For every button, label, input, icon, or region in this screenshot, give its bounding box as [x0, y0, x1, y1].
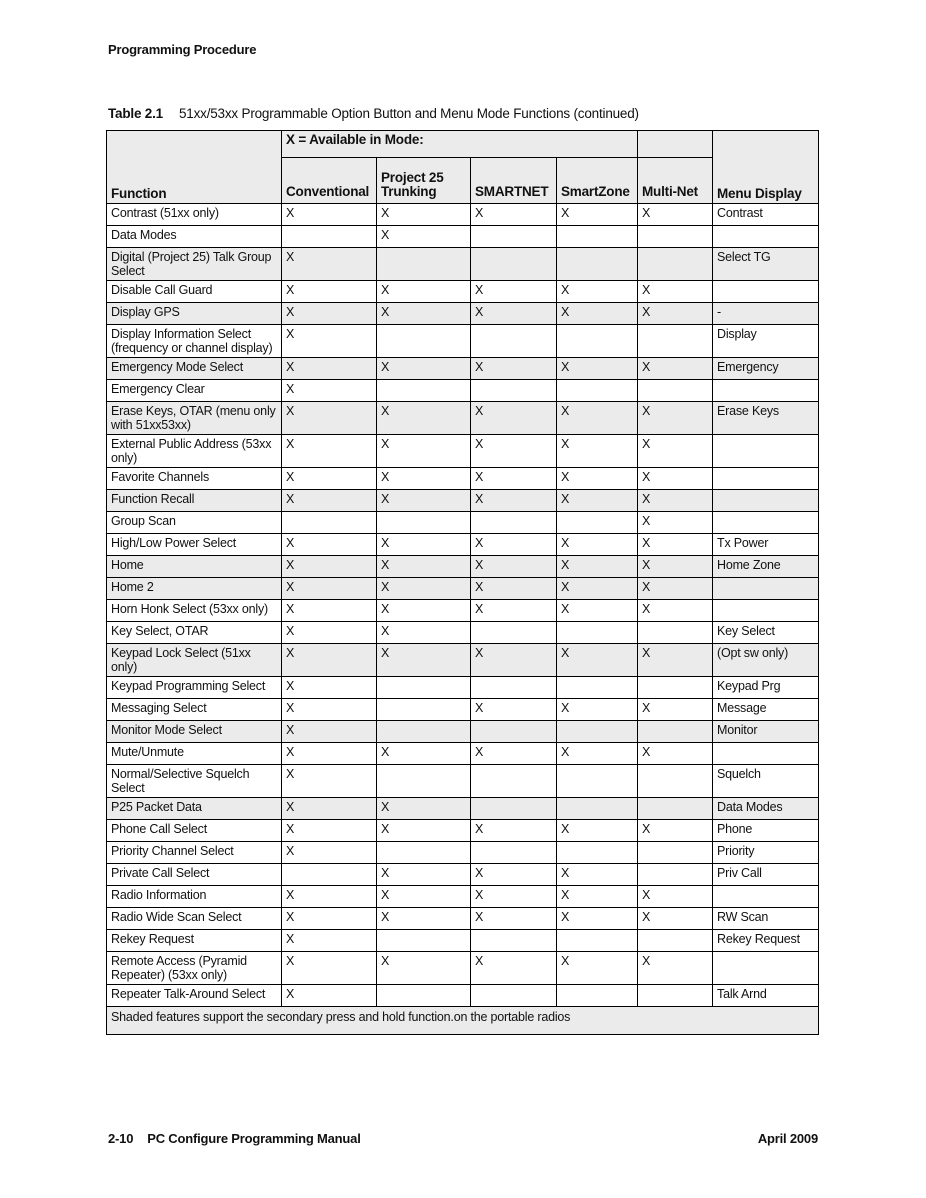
- mode-mark-cell: X: [471, 358, 557, 380]
- mode-mark-cell: X: [638, 358, 713, 380]
- menu-display-cell: Display: [713, 325, 819, 358]
- mode-mark-cell: X: [638, 820, 713, 842]
- mode-mark-cell: X: [282, 677, 377, 699]
- mode-mark-cell: [377, 930, 471, 952]
- table-row: [107, 600, 819, 622]
- mode-mark-cell: X: [282, 798, 377, 820]
- function-cell: Phone Call Select: [107, 820, 282, 842]
- section-header: Programming Procedure: [108, 42, 257, 57]
- menu-display-cell: Priority: [713, 842, 819, 864]
- menu-display-cell: [713, 490, 819, 512]
- menu-display-cell: Tx Power: [713, 534, 819, 556]
- mode-mark-cell: X: [557, 600, 638, 622]
- mode-mark-cell: X: [377, 490, 471, 512]
- mode-mark-cell: X: [282, 765, 377, 798]
- function-cell: Keypad Programming Select: [107, 677, 282, 699]
- menu-display-cell: Emergency: [713, 358, 819, 380]
- mode-mark-cell: X: [377, 644, 471, 677]
- mode-mark-cell: [377, 985, 471, 1007]
- function-cell: Normal/Selective Squelch Select: [107, 765, 282, 798]
- mode-mark-cell: X: [377, 864, 471, 886]
- mode-mark-cell: X: [377, 204, 471, 226]
- table-row: [107, 886, 819, 908]
- mode-mark-cell: [638, 721, 713, 743]
- mode-mark-cell: X: [471, 699, 557, 721]
- table-row: [107, 303, 819, 325]
- mode-mark-cell: X: [377, 578, 471, 600]
- table-row: [107, 699, 819, 721]
- mode-mark-cell: X: [282, 578, 377, 600]
- mode-mark-cell: [557, 325, 638, 358]
- mode-mark-cell: X: [471, 204, 557, 226]
- mode-mark-cell: X: [557, 204, 638, 226]
- function-cell: Rekey Request: [107, 930, 282, 952]
- mode-mark-cell: [557, 721, 638, 743]
- mode-mark-cell: X: [471, 820, 557, 842]
- table-row: [107, 985, 819, 1007]
- mode-mark-cell: [557, 248, 638, 281]
- table-row: [107, 226, 819, 248]
- menu-display-cell: Data Modes: [713, 798, 819, 820]
- function-cell: Favorite Channels: [107, 468, 282, 490]
- menu-display-cell: Rekey Request: [713, 930, 819, 952]
- mode-mark-cell: X: [471, 556, 557, 578]
- mode-mark-cell: [557, 512, 638, 534]
- function-cell: Messaging Select: [107, 699, 282, 721]
- mode-mark-cell: X: [377, 468, 471, 490]
- mode-mark-cell: X: [377, 358, 471, 380]
- table-row: [107, 721, 819, 743]
- table-row: [107, 622, 819, 644]
- mode-mark-cell: X: [638, 600, 713, 622]
- menu-display-cell: [713, 512, 819, 534]
- mode-mark-cell: X: [638, 699, 713, 721]
- mode-mark-cell: X: [557, 578, 638, 600]
- mode-mark-cell: [638, 226, 713, 248]
- function-cell: Repeater Talk-Around Select: [107, 985, 282, 1007]
- mode-mark-cell: X: [638, 490, 713, 512]
- table-row: [107, 468, 819, 490]
- function-cell: Group Scan: [107, 512, 282, 534]
- function-cell: Function Recall: [107, 490, 282, 512]
- function-cell: Remote Access (Pyramid Repeater) (53xx only): [107, 952, 282, 985]
- mode-mark-cell: [471, 622, 557, 644]
- function-cell: Emergency Mode Select: [107, 358, 282, 380]
- mode-mark-cell: X: [557, 490, 638, 512]
- function-cell: Monitor Mode Select: [107, 721, 282, 743]
- mode-mark-cell: X: [557, 303, 638, 325]
- menu-display-cell: [713, 600, 819, 622]
- mode-mark-cell: X: [471, 303, 557, 325]
- mode-mark-cell: [282, 864, 377, 886]
- menu-display-cell: Message: [713, 699, 819, 721]
- mode-mark-cell: X: [638, 468, 713, 490]
- mode-mark-cell: [638, 380, 713, 402]
- mode-mark-cell: [471, 765, 557, 798]
- mode-mark-cell: X: [282, 556, 377, 578]
- mode-mark-cell: [377, 699, 471, 721]
- options-table: [106, 130, 819, 1035]
- function-cell: Radio Wide Scan Select: [107, 908, 282, 930]
- menu-display-cell: Key Select: [713, 622, 819, 644]
- table-row: [107, 248, 819, 281]
- mode-mark-cell: X: [638, 886, 713, 908]
- mode-mark-cell: X: [471, 864, 557, 886]
- table-row: [107, 402, 819, 435]
- mode-mark-cell: [557, 842, 638, 864]
- mode-mark-cell: [377, 721, 471, 743]
- table-body: [107, 204, 819, 1007]
- mode-mark-cell: X: [557, 402, 638, 435]
- function-cell: Display GPS: [107, 303, 282, 325]
- mode-mark-cell: X: [557, 435, 638, 468]
- mode-mark-cell: X: [377, 303, 471, 325]
- mode-mark-cell: [638, 930, 713, 952]
- function-cell: Mute/Unmute: [107, 743, 282, 765]
- mode-mark-cell: [377, 380, 471, 402]
- mode-mark-cell: X: [638, 402, 713, 435]
- menu-display-cell: Monitor: [713, 721, 819, 743]
- mode-mark-cell: X: [282, 534, 377, 556]
- mode-mark-cell: X: [282, 644, 377, 677]
- mode-mark-cell: X: [282, 721, 377, 743]
- mode-mark-cell: X: [282, 743, 377, 765]
- mode-mark-cell: X: [557, 468, 638, 490]
- col-header-function: Function: [107, 131, 282, 204]
- mode-mark-cell: [471, 798, 557, 820]
- mode-mark-cell: X: [377, 743, 471, 765]
- mode-mark-cell: X: [282, 600, 377, 622]
- mode-mark-cell: [557, 985, 638, 1007]
- mode-mark-cell: X: [638, 512, 713, 534]
- mode-mark-cell: X: [557, 281, 638, 303]
- table-row: [107, 204, 819, 226]
- mode-mark-cell: X: [471, 644, 557, 677]
- mode-mark-cell: X: [377, 952, 471, 985]
- menu-display-cell: [713, 435, 819, 468]
- menu-display-cell: Home Zone: [713, 556, 819, 578]
- mode-mark-cell: [471, 721, 557, 743]
- mode-mark-cell: [557, 677, 638, 699]
- table-row: [107, 281, 819, 303]
- mode-mark-cell: [638, 622, 713, 644]
- table-row: [107, 358, 819, 380]
- mode-mark-cell: X: [471, 886, 557, 908]
- mode-mark-cell: [471, 325, 557, 358]
- table-row: [107, 908, 819, 930]
- mode-mark-cell: [471, 248, 557, 281]
- mode-mark-cell: X: [638, 908, 713, 930]
- mode-mark-cell: X: [471, 435, 557, 468]
- table-number: Table 2.1: [108, 106, 163, 121]
- mode-mark-cell: X: [557, 952, 638, 985]
- table-row: [107, 325, 819, 358]
- mode-mark-cell: X: [471, 281, 557, 303]
- menu-display-cell: [713, 226, 819, 248]
- col-header-mode: Project 25 Trunking: [377, 158, 471, 204]
- footer-date: April 2009: [757, 1131, 818, 1146]
- menu-display-cell: Select TG: [713, 248, 819, 281]
- function-cell: Horn Honk Select (53xx only): [107, 600, 282, 622]
- function-cell: Radio Information: [107, 886, 282, 908]
- col-header-mode: Conventional: [282, 158, 377, 204]
- mode-mark-cell: X: [557, 820, 638, 842]
- table-row: [107, 534, 819, 556]
- menu-display-cell: RW Scan: [713, 908, 819, 930]
- function-cell: External Public Address (53xx only): [107, 435, 282, 468]
- mode-mark-cell: X: [377, 226, 471, 248]
- mode-mark-cell: X: [471, 490, 557, 512]
- mode-mark-cell: X: [282, 952, 377, 985]
- function-cell: Data Modes: [107, 226, 282, 248]
- menu-display-cell: Priv Call: [713, 864, 819, 886]
- mode-mark-cell: X: [557, 556, 638, 578]
- mode-mark-cell: [282, 226, 377, 248]
- mode-mark-cell: [557, 380, 638, 402]
- table-row: [107, 842, 819, 864]
- function-cell: Emergency Clear: [107, 380, 282, 402]
- mode-mark-cell: X: [557, 534, 638, 556]
- mode-mark-cell: [638, 325, 713, 358]
- mode-mark-cell: X: [282, 303, 377, 325]
- mode-mark-cell: [377, 677, 471, 699]
- menu-display-cell: [713, 380, 819, 402]
- function-cell: Contrast (51xx only): [107, 204, 282, 226]
- table-row: [107, 435, 819, 468]
- mode-mark-cell: X: [282, 248, 377, 281]
- mode-mark-cell: X: [638, 578, 713, 600]
- mode-mark-cell: X: [557, 358, 638, 380]
- mode-mark-cell: [377, 325, 471, 358]
- function-cell: Private Call Select: [107, 864, 282, 886]
- menu-display-cell: Squelch: [713, 765, 819, 798]
- menu-display-cell: Erase Keys: [713, 402, 819, 435]
- mode-mark-cell: [377, 765, 471, 798]
- col-header-menu: Menu Display: [713, 131, 819, 204]
- mode-mark-cell: X: [282, 820, 377, 842]
- mode-mark-cell: [557, 930, 638, 952]
- table-row: [107, 930, 819, 952]
- mode-mark-cell: X: [377, 600, 471, 622]
- mode-mark-cell: X: [557, 864, 638, 886]
- mode-mark-cell: X: [282, 886, 377, 908]
- table-caption: [108, 106, 639, 121]
- table-row: [107, 820, 819, 842]
- menu-display-cell: -: [713, 303, 819, 325]
- menu-display-cell: (Opt sw only): [713, 644, 819, 677]
- menu-display-cell: [713, 468, 819, 490]
- col-header-mode: Multi-Net: [638, 158, 713, 204]
- mode-mark-cell: X: [377, 908, 471, 930]
- mode-mark-cell: [377, 842, 471, 864]
- table-row: [107, 380, 819, 402]
- menu-display-cell: [713, 281, 819, 303]
- mode-mark-cell: X: [282, 930, 377, 952]
- mode-mark-cell: X: [557, 644, 638, 677]
- table-row: [107, 677, 819, 699]
- mode-mark-cell: X: [282, 490, 377, 512]
- table-row: [107, 798, 819, 820]
- table-row: [107, 952, 819, 985]
- menu-display-cell: Phone: [713, 820, 819, 842]
- mode-mark-cell: [638, 677, 713, 699]
- function-cell: Digital (Project 25) Talk Group Select: [107, 248, 282, 281]
- mode-mark-cell: [471, 677, 557, 699]
- mode-mark-cell: [638, 985, 713, 1007]
- mode-mark-cell: [557, 798, 638, 820]
- mode-mark-cell: X: [557, 743, 638, 765]
- mode-mark-cell: X: [282, 435, 377, 468]
- function-cell: Disable Call Guard: [107, 281, 282, 303]
- menu-display-cell: [713, 578, 819, 600]
- menu-display-cell: Contrast: [713, 204, 819, 226]
- mode-mark-cell: X: [282, 380, 377, 402]
- mode-mark-cell: [377, 248, 471, 281]
- function-cell: High/Low Power Select: [107, 534, 282, 556]
- mode-mark-cell: [471, 842, 557, 864]
- table-title: 51xx/53xx Programmable Option Button and Menu Mode Functions (continued): [178, 106, 639, 121]
- menu-display-cell: Keypad Prg: [713, 677, 819, 699]
- mode-mark-cell: [471, 985, 557, 1007]
- table-row: [107, 512, 819, 534]
- menu-display-cell: Talk Arnd: [713, 985, 819, 1007]
- mode-mark-cell: X: [282, 281, 377, 303]
- col-header-available: X = Available in Mode:: [282, 131, 638, 158]
- mode-mark-cell: [282, 512, 377, 534]
- mode-mark-cell: X: [282, 204, 377, 226]
- table-row: [107, 490, 819, 512]
- col-header-blank: [638, 131, 713, 158]
- mode-mark-cell: [557, 622, 638, 644]
- table-row: [107, 556, 819, 578]
- mode-mark-cell: X: [377, 886, 471, 908]
- table-row: [107, 644, 819, 677]
- mode-mark-cell: X: [282, 985, 377, 1007]
- mode-mark-cell: X: [282, 908, 377, 930]
- mode-mark-cell: X: [471, 578, 557, 600]
- mode-mark-cell: [638, 248, 713, 281]
- mode-mark-cell: X: [282, 468, 377, 490]
- mode-mark-cell: X: [638, 204, 713, 226]
- mode-mark-cell: X: [377, 281, 471, 303]
- function-cell: Home 2: [107, 578, 282, 600]
- mode-mark-cell: X: [557, 699, 638, 721]
- mode-mark-cell: X: [471, 468, 557, 490]
- table-row: [107, 864, 819, 886]
- function-cell: Home: [107, 556, 282, 578]
- mode-mark-cell: [638, 842, 713, 864]
- mode-mark-cell: [557, 226, 638, 248]
- mode-mark-cell: X: [377, 622, 471, 644]
- function-cell: Erase Keys, OTAR (menu only with 51xx53xx): [107, 402, 282, 435]
- mode-mark-cell: [638, 864, 713, 886]
- mode-mark-cell: [471, 380, 557, 402]
- col-header-mode: SMARTNET: [471, 158, 557, 204]
- mode-mark-cell: X: [377, 820, 471, 842]
- table-note: Shaded features support the secondary press and hold function.on the portable radios: [107, 1007, 819, 1035]
- mode-mark-cell: X: [638, 534, 713, 556]
- table-row: [107, 743, 819, 765]
- mode-mark-cell: X: [638, 952, 713, 985]
- mode-mark-cell: X: [377, 556, 471, 578]
- mode-mark-cell: X: [471, 534, 557, 556]
- mode-mark-cell: [638, 765, 713, 798]
- mode-mark-cell: X: [638, 303, 713, 325]
- function-cell: Key Select, OTAR: [107, 622, 282, 644]
- mode-mark-cell: X: [282, 622, 377, 644]
- menu-display-cell: [713, 886, 819, 908]
- footer-left: [108, 1131, 361, 1146]
- mode-mark-cell: X: [471, 908, 557, 930]
- col-header-mode: SmartZone: [557, 158, 638, 204]
- mode-mark-cell: [557, 765, 638, 798]
- mode-mark-cell: X: [377, 435, 471, 468]
- mode-mark-cell: [471, 512, 557, 534]
- mode-mark-cell: X: [471, 743, 557, 765]
- mode-mark-cell: [471, 226, 557, 248]
- mode-mark-cell: X: [638, 556, 713, 578]
- mode-mark-cell: [471, 930, 557, 952]
- mode-mark-cell: [638, 798, 713, 820]
- function-cell: Priority Channel Select: [107, 842, 282, 864]
- function-cell: P25 Packet Data: [107, 798, 282, 820]
- mode-mark-cell: X: [282, 358, 377, 380]
- mode-mark-cell: X: [557, 886, 638, 908]
- mode-mark-cell: X: [282, 699, 377, 721]
- page-number: 2-10: [108, 1131, 134, 1146]
- mode-mark-cell: X: [377, 798, 471, 820]
- table-row: [107, 578, 819, 600]
- table-row: [107, 765, 819, 798]
- mode-mark-cell: X: [282, 402, 377, 435]
- mode-mark-cell: X: [377, 534, 471, 556]
- mode-mark-cell: X: [282, 842, 377, 864]
- mode-mark-cell: X: [638, 743, 713, 765]
- function-cell: Keypad Lock Select (51xx only): [107, 644, 282, 677]
- function-cell: Display Information Select (frequency or channel display): [107, 325, 282, 358]
- mode-mark-cell: [377, 512, 471, 534]
- mode-mark-cell: X: [471, 952, 557, 985]
- manual-title: PC Configure Programming Manual: [147, 1131, 361, 1146]
- mode-mark-cell: X: [638, 435, 713, 468]
- mode-mark-cell: X: [471, 402, 557, 435]
- menu-display-cell: [713, 743, 819, 765]
- mode-mark-cell: X: [557, 908, 638, 930]
- mode-mark-cell: X: [638, 644, 713, 677]
- mode-mark-cell: X: [377, 402, 471, 435]
- menu-display-cell: [713, 952, 819, 985]
- mode-mark-cell: X: [282, 325, 377, 358]
- mode-mark-cell: X: [638, 281, 713, 303]
- mode-mark-cell: X: [471, 600, 557, 622]
